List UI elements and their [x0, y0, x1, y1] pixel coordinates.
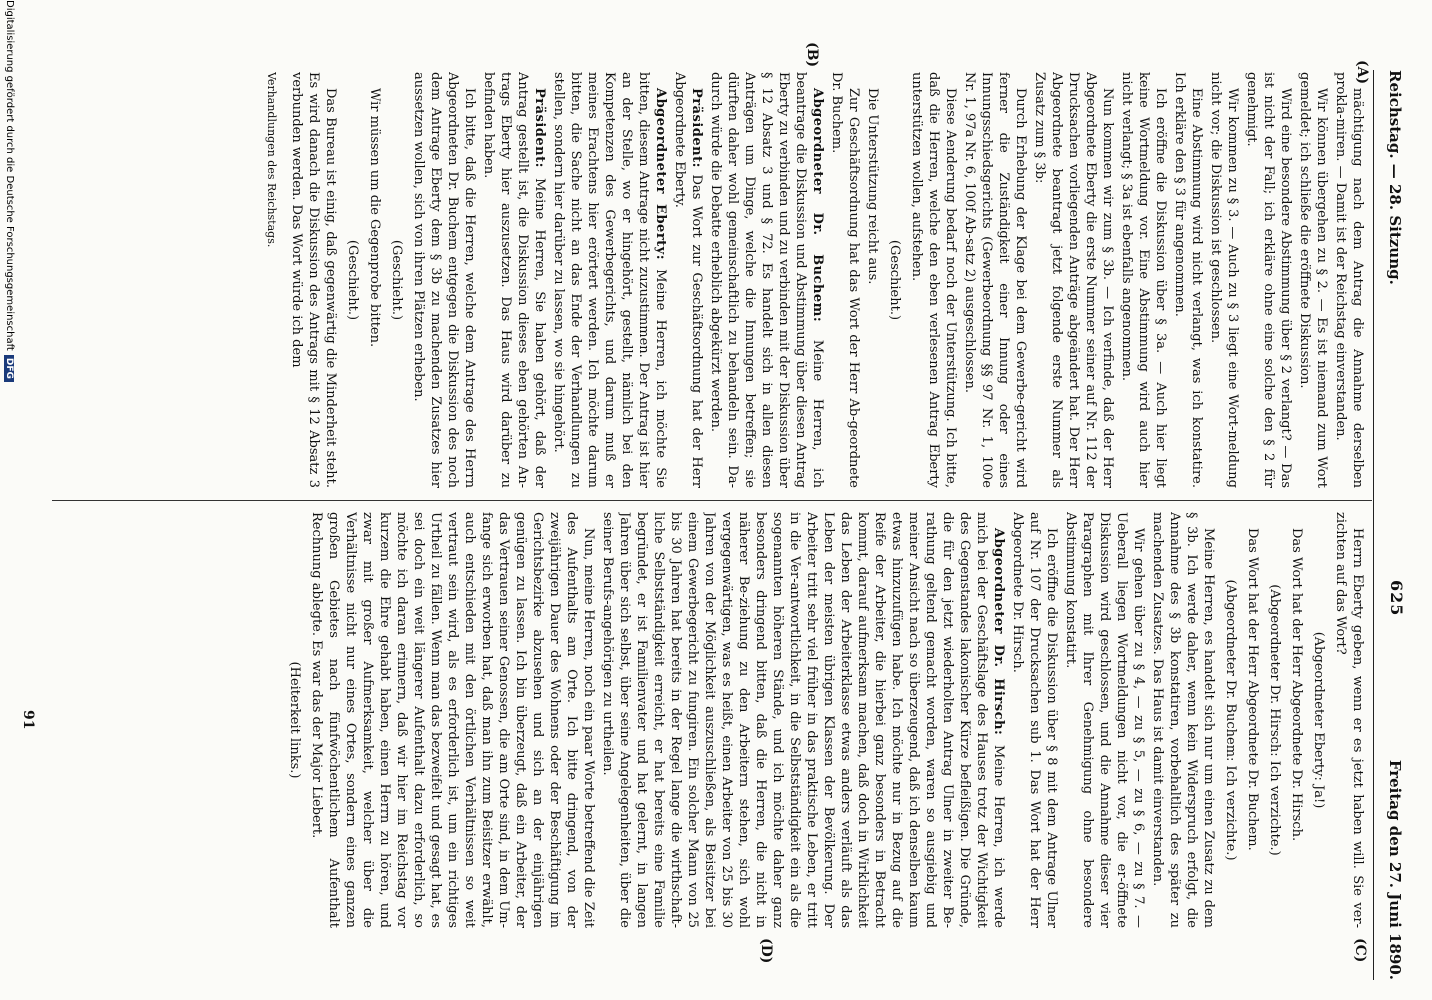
stage-direction: (Abgeordneter Dr. Hirsch: Ich verzichte.): [1267, 584, 1282, 856]
paragraph: Wir kommen zu § 3. — Auch zu § 3 liegt eine Wort-meldung nicht vor; die Diskussion ist geschlossen.: [1208, 72, 1240, 488]
paragraph: Das Bureau ist einig, daß gegenwärtig die Minderheit steht. Es wird danach die Diskussion des Antrags mit § 12 Absatz 3 verbunden werden. Das Wort würde ich dem: [289, 72, 338, 488]
quoted-amendment: Durch Erhebung der Klage bei dem Gewerbe-gericht wird ferner die Zuständigkeit einer Innung oder eines Innungsschiedsgerichts (Gewerbeordnung §§ 97 Nr. 1, 100e Nr. 1, 97a Nr. 6, 100f Ab-satz 2) ausgeschlossen.: [962, 72, 1028, 488]
paragraph: Nun, meine Herren, noch ein paar Worte betreffend die Zeit des Aufenthalts am Orte. Ich bitte dringend, von der zweijährigen Dauer des Wohnens oder der Beschäftigung im Gerichtsbezirke abzusehen und sich an der einjährigen genügen zu lassen. Ich bin überzeugt, daß ein Arbeiter, der das Vertrauen seiner Genossen, die am Orte sind, in dem Um-fange sich erworben hat, daß man ihn zum Beisitzer erwählt, auch entschieden mit den örtlichen Verhältnissen so weit vertraut sein wird, als es erforderlich ist, um ein richtiges Urtheil zu fällen. Wenn man das bezweifelt und gesagt hat, es sei doch ein weit längerer Aufenthalt dazu erforderlich, so möchte ich daran erinnern, daß wir hier im Reichstag vor kurzem die Ehre gehabt haben, einen Herrn zu hören, und zwar mit großer Aufmerksamkeit, welcher über die Verhältnisse nicht nur eines Ortes, sondern eines ganzen großen Gebietes nach fünfwöchentlichem Aufenthalt Rechnung ablegte. Es war das der Major Liebert.: [309, 512, 596, 928]
paragraph: Wird eine besondere Abstimmung über § 2 verlangt? — Das ist nicht der Fall; ich erkläre ohne eine solche den § 2 für genehmigt.: [1244, 72, 1293, 488]
paragraph: Diese Aenderung bedarf noch der Unterstützung. Ich bitte, daß die Herren, welche den eben verlesenen Antrag Eberty unterstützen wollen, aufstehen.: [909, 72, 958, 488]
speech-text: Meine Herren, ich möchte Sie bitten, diesem Antrage nicht zuzustimmen. Der Antrag ist hier an der Stelle, wo er hingehört, gestellt, nämlich bei den Kompetenzen des Gewerbegerichts, und darum muß er meines Erachtens hier erörtert werden. Ich möchte darum bitten, die Sache nicht an das Ende der Verhandlungen zu stellen, sondern hier darüber zu lassen, wo sie hingehört.: [551, 72, 668, 488]
left-column: [56, 72, 1366, 488]
dfg-logo: DFG: [4, 355, 14, 382]
stage-direction: (Abgeordneter Eberty: Ja!): [1311, 631, 1326, 809]
header-date: Freitag den 27. Juni 1890.: [1386, 759, 1404, 980]
paragraph: mächtigung nach dem Antrag die Annahme derselben prokla-miren. — Damit ist der Reichstag einverstanden.: [1333, 72, 1365, 488]
paragraph: Ich eröffne die Diskussion über § 3a. — Auch hier liegt keine Wortmeldung vor. Eine Abstimmung wird auch hier nicht verlangt; § 3a ist ebenfalls angenommen.: [1119, 72, 1168, 488]
header-session: Reichstag. — 28. Sitzung.: [1386, 70, 1404, 285]
speech-text: Das Wort zur Geschäftsordnung hat der Herr Abgeordnete Eberty.: [672, 72, 704, 488]
column-divider: [52, 500, 1372, 501]
margin-marker-a: (A): [1354, 60, 1370, 85]
margin-marker-d: (D): [758, 938, 774, 964]
paragraph: Nun kommen wir zum § 3b. — Ich verfinde, daß der Herr Abgeordnete Eberty die erste Nummer seiner auf Nr. 112 der Drucksachen vorliegenden Anträge abgeändert hat. Der Herr Abgeordnete beantragt jetzt folgende erste Nummer als Zusatz zum § 3b:: [1032, 72, 1115, 488]
paragraph: Ich bitte, daß die Herren, welche dem Antrage des Herrn Abgeordneten Dr. Buchem entgegen die Diskussion des noch dem Antrage Eberty dem § 3b zu machenden Zusatzes hier aussetzen wollen, sich von ihren Plätzen erheben.: [411, 72, 477, 488]
digitization-credit: [4, 0, 15, 1000]
speaker-name: Präsident:: [689, 88, 704, 168]
page-header: [1373, 70, 1414, 980]
stage-direction: (Abgeordneter Dr. Buchem: Ich verzichte.): [1223, 579, 1238, 861]
paragraph: Das Wort hat der Herr Abgeordnete Dr. Buchem.: [1245, 528, 1260, 851]
speech: [480, 72, 548, 488]
speech: [671, 72, 705, 488]
sheet-number: 91: [20, 710, 36, 730]
margin-marker-c: (C): [1352, 938, 1368, 963]
digitization-text: Digitalisierung gefördert durch die Deutsche Forschungsgemeinschaft: [4, 0, 15, 351]
header-page-number: 625: [1387, 580, 1406, 617]
speech: [550, 72, 669, 488]
right-column: [56, 512, 1366, 928]
margin-marker-b: (B): [804, 42, 820, 68]
stage-direction: (Heiterkeit links.): [287, 661, 302, 779]
paragraph: Zur Geschäftsordnung hat das Wort der Herr Ab-geordnete Dr. Buchem.: [829, 72, 861, 488]
speech-text: Meine Herren, ich werde mich bei der Geschäftslage des Hauses trotz der Wichtigkeit des Gegenstandes lakonischer Kürze befleißigen. Die Gründe, die für den jetzt wiederholten Antrag Ulner in zweiter Be-rathung geltend gemacht worden, waren so ausgiebig und meiner Ansicht nach so überzeugend, daß ich denselben kaum etwas hinzuzufügen habe. Ich möchte nur in Bezug auf die Reife der Arbeiter, die hierbei ganz besonders in Betracht kommt, darauf aufmerksam machen, daß doch in Wirklichkeit das Leben der Arbeiterklasse etwas anders verläuft als das Leben der meisten übrigen Klassen der Bevölkerung. Der Arbeiter tritt sehr viel früher in das praktische Leben, er tritt in die Ver-antwortlichkeit, in die Selbstständigkeit ein als die sogenannten höheren Stände, und ich möchte daher ganz besonders dringend bitten, daß die Herren, die nicht in näherer Be-ziehung zu den Arbeitern stehen, sich wohl vergegenwärtigen, was es heißt, einen Arbeiter von 25 bis 30 Jahren von der Möglichkeit auszuschließen, als Beisitzer bei einem Gewerbegericht zu fungiren. Ein solcher Mann von 25 bis 30 Jahren hat bereits in der Regel lange die wirthschaft-liche Selbstständigkeit erreicht, er hat bereits eine Familie begründet, er ist Familienvater und hat gelernt, in langen Jahren über sich selbst, über seine Angelegenheiten, über die seiner Berufs-angehörigen zu urtheilen.: [600, 512, 1006, 928]
stage-direction: (Geschieht.): [345, 239, 360, 321]
speech-text: Meine Herren, ich beantrage die Diskussion und Abstimmung über diesen Antrag Eberty zu verbinden und zu verbinden mit der Diskussion über § 12 Absatz 3 und § 72. Es handelt sich in allen diesen Anträgen um Dinge, welche die Innungen betreffen; sie dürften daher wohl gemeinschaftlich zu behandeln sein. Da-durch würde die Debatte erheblich abgekürzt werden.: [708, 72, 825, 488]
speaker-name: Abgeordneter Dr. Buchem:: [810, 88, 825, 323]
speech-text: Meine Herren, Sie haben gehört, daß der Antrag gestellt ist, die Diskussion dieses eben gehörten An-trags Eberty hier auszusetzen. Das Haus wird darüber zu befinden haben.: [481, 72, 547, 488]
paragraph: Meine Herren, es handelt sich nur um einen Zusatz zu dem § 3b. Ich werde daher, wenn kein Widerspruch erfolgt, die Annahme des § 3b konstatiren, vorbehaltlich des später zu machenden Zusatzes. Das Haus ist damit einverstanden.: [1150, 512, 1216, 928]
stage-direction: (Geschieht.): [887, 239, 902, 321]
speech: [599, 512, 1007, 928]
speaker-name: Abgeordneter Eberty:: [653, 88, 668, 261]
paragraph: Herrn Eberty geben, wenn er es jetzt haben will. Sie ver-zichten auf das Wort?: [1333, 512, 1365, 928]
paragraph: Das Wort hat der Herr Abgeordnete Dr. Hirsch.: [1289, 528, 1304, 842]
paragraph: Die Unterstützung reicht aus.: [865, 88, 880, 285]
paragraph: Wir müssen um die Gegenprobe bitten.: [367, 88, 382, 348]
speech: [707, 72, 826, 488]
paragraph: Ich eröffne die Diskussion über § 8 mit dem Antrage Ulner auf Nr. 107 der Drucksachen sub 1. Das Wort hat der Herr Abgeordnete Dr. Hirsch.: [1010, 512, 1059, 928]
speaker-name: Präsident:: [532, 88, 547, 168]
paragraph: Wir gehen über zu § 4, — zu § 5, — zu § 6, — zu § 7. — Ueberall liegen Wortmeldungen nicht vor, die er-öffnete Diskussion wird geschlossen, und die Annahme dieser vier Paragraphen mit Ihrer Genehmigung ohne besondere Abstimmung konstatirt.: [1063, 512, 1146, 928]
paragraph: Wir können übergehen zu § 2. — Es ist niemand zum Wort gemeldet; ich schließe die eröffnete Diskussion.: [1297, 72, 1329, 488]
speaker-name: Abgeordneter Dr. Hirsch:: [991, 528, 1006, 736]
paragraph: Eine Abstimmung wird nicht verlangt, was ich konstatire. Ich erkläre den § 3 für angenommen.: [1172, 72, 1204, 488]
stage-direction: (Geschieht.): [389, 239, 404, 321]
footnote: Verhandlungen des Reichstags.: [265, 72, 278, 248]
